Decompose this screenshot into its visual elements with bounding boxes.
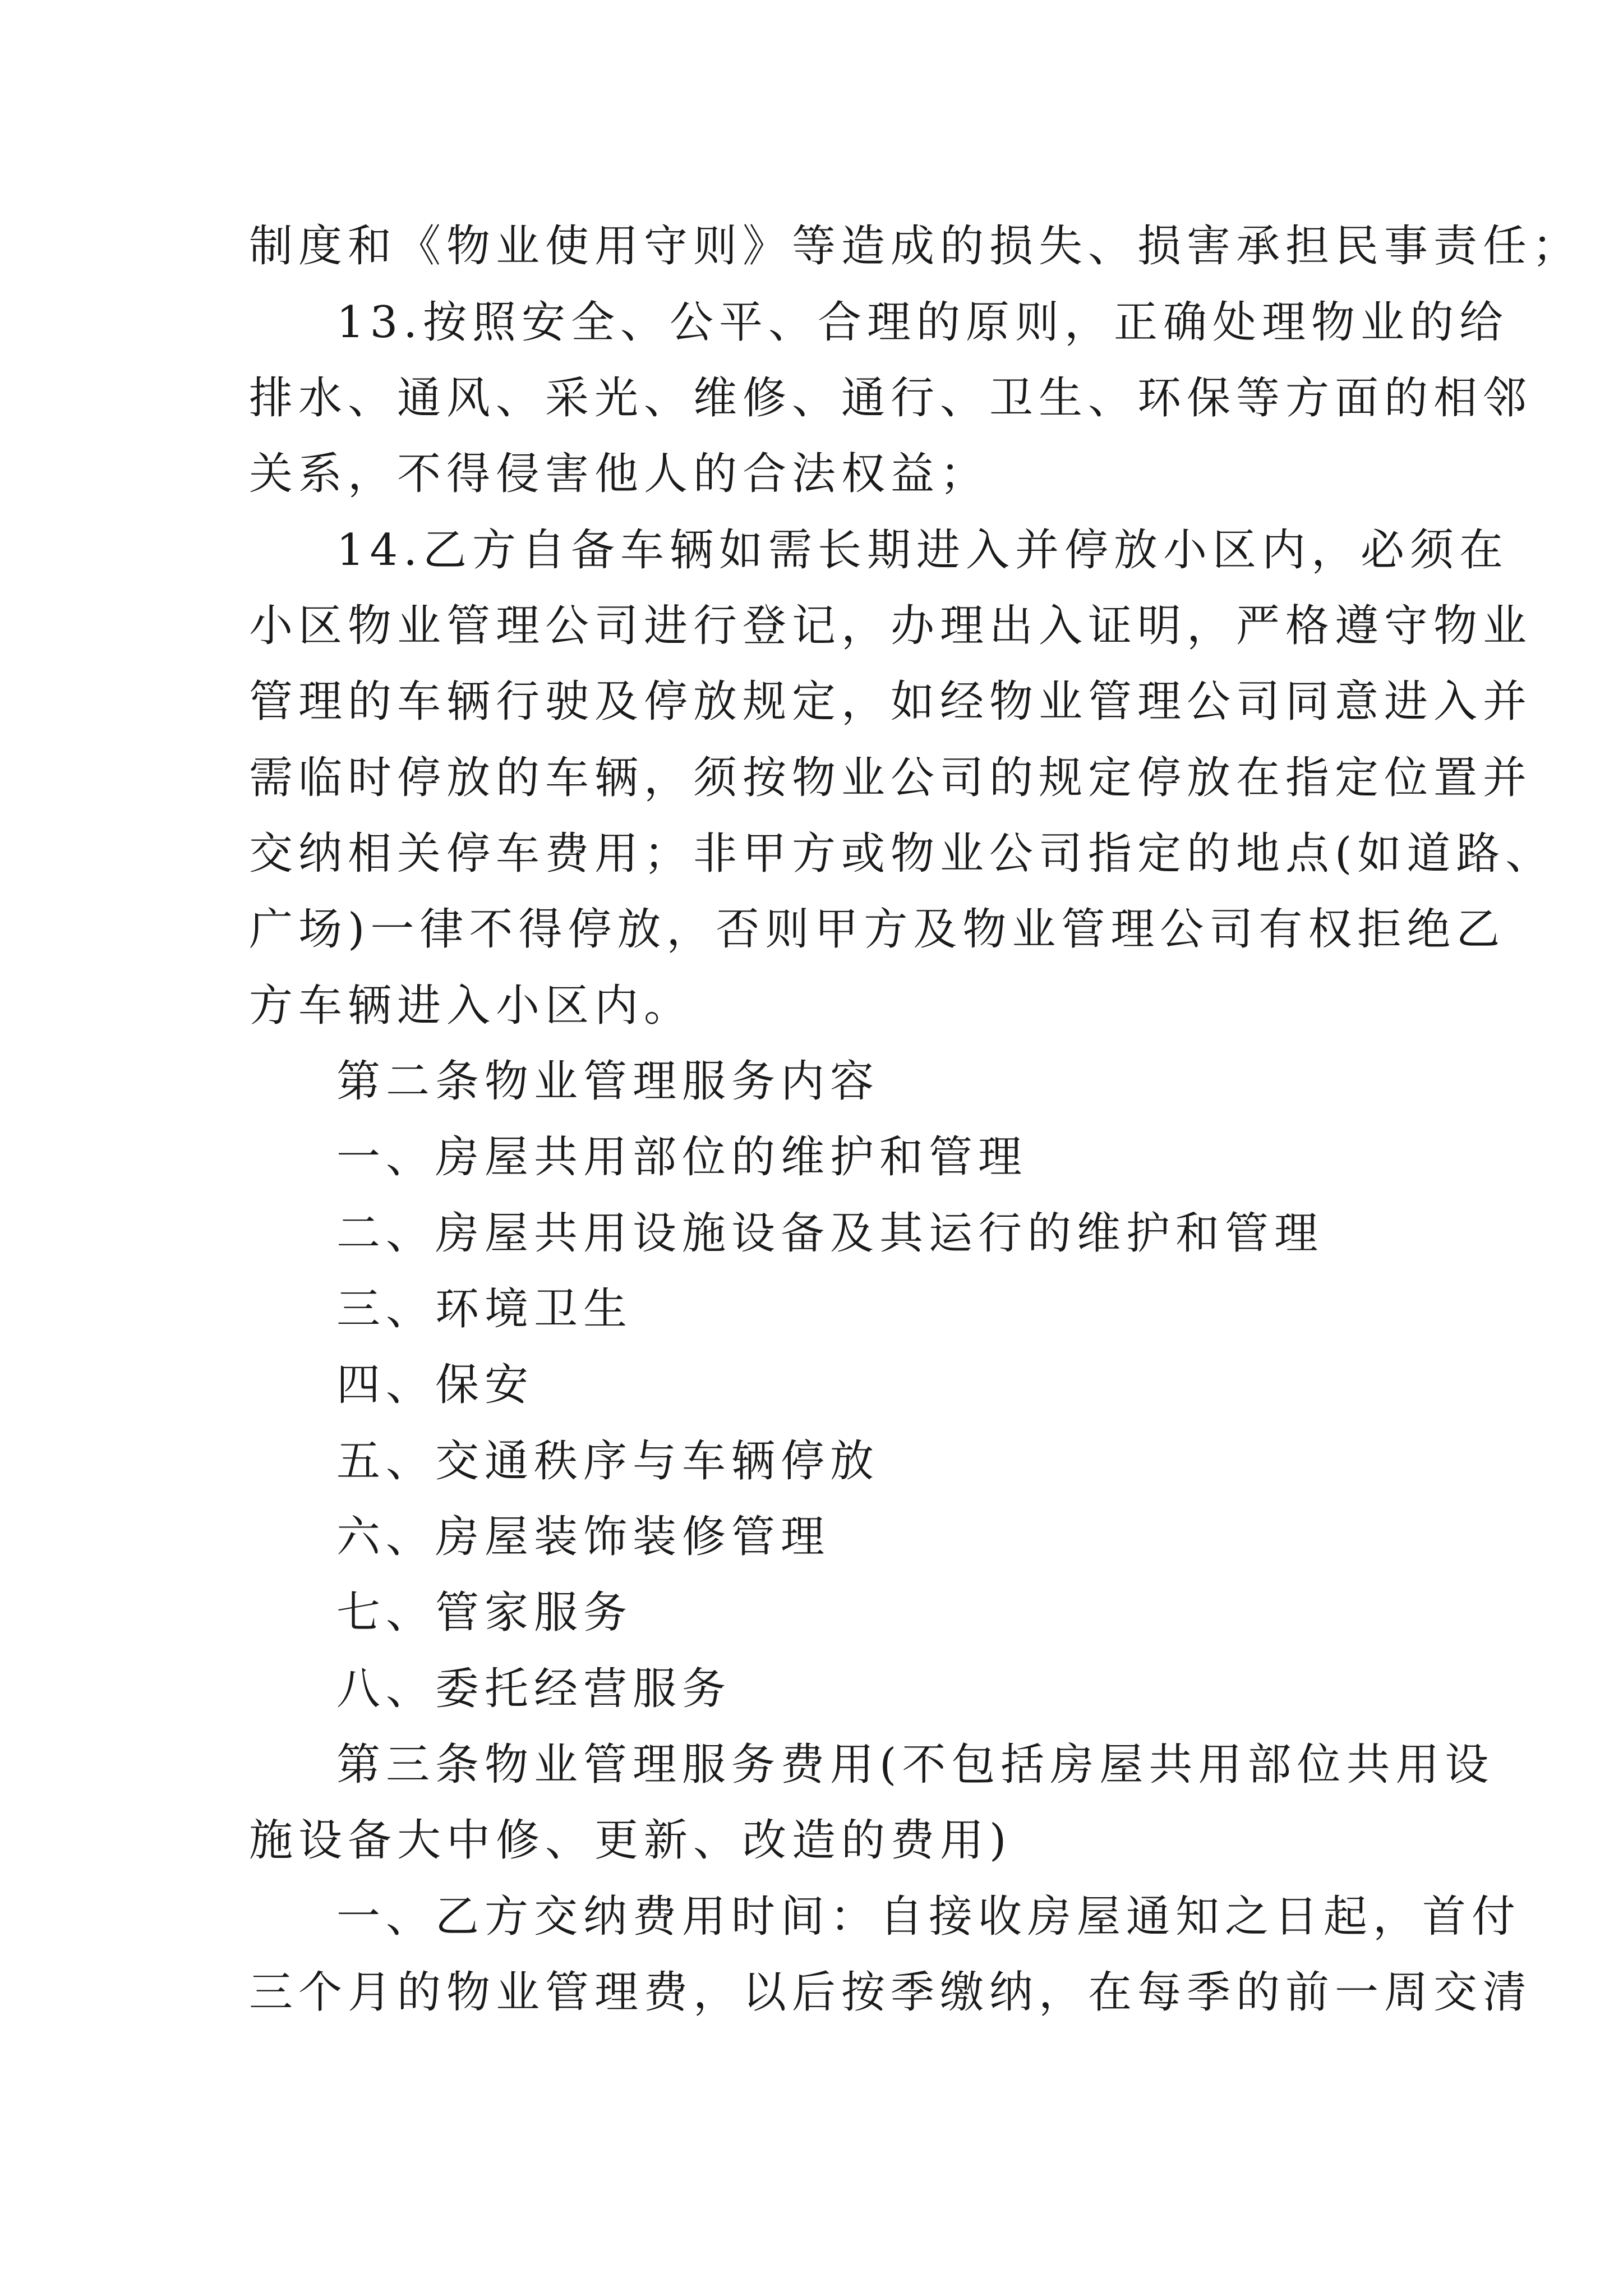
text-line-7: 管理的车辆行驶及停放规定，如经物业管理公司同意进入并 bbox=[249, 677, 1533, 727]
text-line-1: 制度和《物业使用守则》等造成的损失、损害承担民事责任； bbox=[249, 221, 1582, 272]
text-line-23: 一、乙方交纳费用时间：自接收房屋通知之日起，首付 bbox=[336, 1892, 1521, 1942]
text-line-2: 13.按照安全、公平、合理的原则，正确处理物业的给 bbox=[336, 297, 1509, 348]
text-line-18: 六、房屋装饰装修管理 bbox=[336, 1512, 831, 1562]
text-line-17: 五、交通秩序与车辆停放 bbox=[336, 1436, 880, 1487]
text-line-19: 七、管家服务 bbox=[336, 1588, 633, 1638]
text-line-3: 排水、通风、采光、维修、通行、卫生、环保等方面的相邻 bbox=[249, 373, 1533, 424]
text-line-10: 广场)一律不得停放，否则甲方及物业管理公司有权拒绝乙 bbox=[249, 904, 1506, 955]
text-line-13: 一、房屋共用部位的维护和管理 bbox=[336, 1132, 1028, 1182]
text-line-9: 交纳相关停车费用；非甲方或物业公司指定的地点(如道路、 bbox=[249, 829, 1555, 879]
text-line-20: 八、委托经营服务 bbox=[336, 1664, 732, 1714]
text-line-21: 第三条物业管理服务费用(不包括房屋共用部位共用设 bbox=[336, 1740, 1495, 1790]
text-line-8: 需临时停放的车辆，须按物业公司的规定停放在指定位置并 bbox=[249, 753, 1533, 803]
text-line-6: 小区物业管理公司进行登记，办理出入证明，严格遵守物业 bbox=[249, 601, 1533, 651]
text-line-22: 施设备大中修、更新、改造的费用) bbox=[249, 1815, 1012, 1866]
text-line-16: 四、保安 bbox=[336, 1360, 534, 1410]
text-line-5: 14.乙方自备车辆如需长期进入并停放小区内，必须在 bbox=[336, 525, 1509, 576]
text-line-4: 关系，不得侵害他人的合法权益； bbox=[249, 449, 990, 499]
text-line-14: 二、房屋共用设施设备及其运行的维护和管理 bbox=[336, 1208, 1324, 1259]
text-line-15: 三、环境卫生 bbox=[336, 1284, 633, 1335]
text-line-11: 方车辆进入小区内。 bbox=[249, 981, 694, 1031]
text-line-12: 第二条物业管理服务内容 bbox=[336, 1056, 880, 1107]
text-line-24: 三个月的物业管理费，以后按季缴纳，在每季的前一周交清 bbox=[249, 1967, 1533, 2018]
